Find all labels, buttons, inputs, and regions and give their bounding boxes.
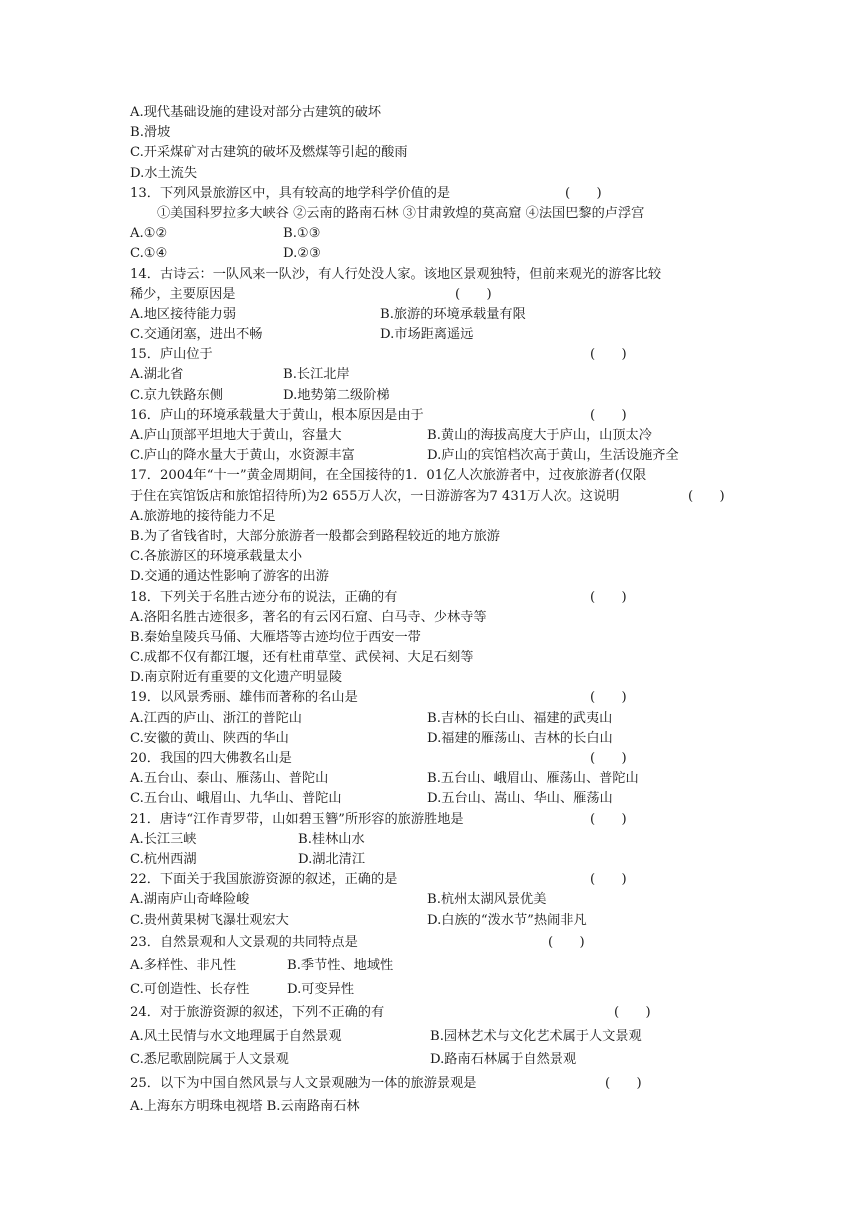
option-c: C.成都不仅有都江堰，还有杜甫草堂、武侯祠、大足石刻等	[130, 650, 474, 666]
option-d: D.市场距离遥远	[380, 327, 474, 343]
option-line	[130, 224, 750, 244]
option-c: C.杭州西湖	[130, 851, 197, 867]
option-a: A.江西的庐山、浙江的普陀山	[130, 710, 302, 726]
answer-bracket: ( )	[590, 751, 627, 766]
option-a: A.风土民情与水文地理属于自然景观	[130, 1028, 342, 1044]
option-line	[130, 608, 750, 628]
question-stem: 14．古诗云：一队风来一队沙，有人行处没人家。该地区景观独特，但前来观光的游客比较	[130, 266, 662, 282]
answer-bracket: ( )	[455, 286, 492, 302]
option-a: A.洛阳名胜古迹很多，著名的有云冈石窟、白马寺、少林寺等	[130, 609, 487, 625]
question-stem: 21．唐诗“江作青罗带，山如碧玉簪”所形容的旅游胜地是	[130, 811, 464, 827]
option-a: A.庐山顶部平坦地大于黄山，容量大	[130, 428, 342, 443]
option-c: C.安徽的黄山、陕西的华山	[130, 730, 289, 746]
option-line	[130, 1025, 750, 1049]
option-d: D.五台山、嵩山、华山、雁荡山	[427, 791, 613, 807]
option-c: C.庐山的降水量大于黄山，水资源丰富	[130, 448, 355, 464]
question-21-stem	[130, 810, 750, 830]
option-line	[130, 244, 750, 264]
question-14-stem-cont	[130, 285, 750, 305]
option-b: B.滑坡	[130, 125, 171, 141]
option-b: B.杭州太湖风景优美	[427, 892, 547, 908]
question-stem: 于住在宾馆饭店和旅馆招待所)为2 655万人次，一日游游客为7 431万人次。这说明	[130, 488, 620, 504]
option-line	[130, 850, 750, 870]
option-c: C.①④	[130, 246, 168, 262]
option-line	[130, 709, 750, 729]
option-line	[130, 1048, 750, 1072]
option-d: D.湖北清江	[298, 851, 366, 867]
question-stem: 15．庐山位于	[130, 347, 213, 363]
option-line	[130, 527, 750, 547]
option-line	[130, 164, 750, 184]
answer-bracket: ( )	[614, 1005, 651, 1021]
option-line	[130, 103, 750, 123]
option-d: D.交通的通达性影响了游客的出游	[130, 569, 329, 585]
option-a: A.湖北省	[130, 367, 184, 383]
answer-bracket: ( )	[590, 347, 627, 363]
option-a: A.长江三峡	[130, 831, 197, 847]
option-line	[130, 446, 750, 466]
question-20-stem	[130, 749, 750, 769]
answer-bracket: ( )	[605, 1075, 642, 1091]
question-stem: 13．下列风景旅游区中，具有较高的地学科学价值的是	[130, 185, 451, 201]
option-line	[130, 1095, 750, 1119]
option-line	[130, 890, 750, 910]
option-c: C.悉尼歌剧院属于人文景观	[130, 1052, 289, 1068]
option-line	[130, 668, 750, 688]
option-c: C.可创造性、长存性	[130, 981, 250, 997]
option-line	[130, 648, 750, 668]
option-line	[130, 789, 750, 809]
option-a: A.①②	[130, 226, 168, 242]
option-d: D.南京附近有重要的文化遗产明显陵	[130, 670, 343, 686]
option-d: D.地势第二级阶梯	[283, 387, 390, 403]
option-line	[130, 507, 750, 527]
option-c: C.各旅游区的环境承载量太小	[130, 549, 303, 565]
option-a: A.多样性、非凡性	[130, 958, 237, 974]
option-line	[130, 769, 750, 789]
question-stem: 稀少，主要原因是	[130, 286, 236, 302]
option-a: A.旅游地的接待能力不足	[130, 508, 276, 524]
option-b: B.园林艺术与文化艺术属于人文景观	[430, 1028, 642, 1044]
option-b: B.黄山的海拔高度大于庐山，山顶太冷	[427, 428, 652, 443]
answer-bracket: ( )	[688, 488, 725, 504]
option-line	[130, 729, 750, 749]
option-b: B.吉林的长白山、福建的武夷山	[427, 710, 613, 726]
option-line	[130, 143, 750, 163]
option-line	[130, 426, 750, 446]
question-stem: 22．下面关于我国旅游资源的叙述，正确的是	[130, 872, 398, 888]
question-stem: 16．庐山的环境承载量大于黄山，根本原因是由于	[130, 407, 424, 423]
option-a: A.湖南庐山奇峰险峻	[130, 892, 250, 908]
option-line	[130, 365, 750, 385]
question-25-stem	[130, 1072, 750, 1096]
question-17-stem-cont	[130, 487, 750, 507]
question-stem: 20．我国的四大佛教名山是	[130, 751, 292, 766]
question-23-stem	[130, 931, 750, 955]
option-line	[130, 911, 750, 931]
option-line	[130, 547, 750, 567]
question-stem: 19．以风景秀丽、雄伟而著称的名山是	[130, 690, 358, 706]
answer-bracket: ( )	[548, 934, 585, 950]
question-13-stem	[130, 184, 750, 204]
option-d: D.可变异性	[287, 981, 355, 997]
question-19-stem	[130, 688, 750, 708]
answer-bracket: ( )	[590, 589, 627, 605]
option-d: D.水土流失	[130, 165, 198, 181]
question-14-stem	[130, 265, 750, 285]
question-stem: 24．对于旅游资源的叙述，下列不正确的有	[130, 1005, 385, 1021]
question-17-stem	[130, 466, 750, 486]
question-22-stem	[130, 870, 750, 890]
option-line	[130, 628, 750, 648]
option-line	[130, 830, 750, 850]
exam-page	[130, 103, 750, 1119]
question-stem: 18．下列关于名胜古迹分布的说法，正确的有	[130, 589, 398, 605]
option-d: D.②③	[283, 246, 321, 262]
answer-bracket: ( )	[590, 690, 627, 706]
option-b: B.五台山、峨眉山、雁荡山、普陀山	[427, 771, 639, 787]
option-b: B.旅游的环境承载量有限	[380, 306, 526, 322]
option-b: B.①③	[283, 226, 321, 242]
option-a: A.地区接待能力弱	[130, 306, 237, 322]
option-c: C.开采煤矿对古建筑的破坏及燃煤等引起的酸雨	[130, 145, 408, 161]
option-a: A.现代基础设施的建设对部分古建筑的破坏	[130, 105, 382, 120]
option-c: C.交通闭塞，进出不畅	[130, 327, 263, 343]
option-c: C.贵州黄果树飞瀑壮观宏大	[130, 912, 289, 928]
option-d: D.庐山的宾馆档次高于黄山，生活设施齐全	[427, 448, 679, 464]
option-b: B.季节性、地域性	[287, 958, 394, 974]
question-18-stem	[130, 588, 750, 608]
question-stem: 17．2004年“十一”黄金周期间，在全国接待的1．01亿人次旅游者中，过夜旅游者(仅限	[130, 468, 647, 484]
option-c: C.五台山、峨眉山、九华山、普陀山	[130, 791, 342, 807]
question-stem: 25．以下为中国自然风景与人文景观融为一体的旅游景观是	[130, 1075, 477, 1091]
option-line	[130, 325, 750, 345]
option-b: B.长江北岸	[283, 367, 350, 383]
option-line	[130, 954, 750, 978]
option-ab: A.上海东方明珠电视塔 B.云南路南石林	[130, 1099, 360, 1115]
option-d: D.白族的“泼水节”热闹非凡	[427, 912, 587, 928]
answer-bracket: ( )	[590, 407, 627, 423]
answer-bracket: ( )	[565, 185, 602, 201]
question-16-stem	[130, 406, 750, 426]
option-line	[130, 123, 750, 143]
option-a: A.五台山、泰山、雁荡山、普陀山	[130, 771, 329, 787]
answer-bracket: ( )	[590, 872, 627, 888]
option-b: B.秦始皇陵兵马俑、大雁塔等古迹均位于西安一带	[130, 629, 421, 645]
option-d: D.福建的雁荡山、吉林的长白山	[427, 730, 613, 746]
option-line	[130, 567, 750, 587]
question-13-items	[130, 204, 750, 224]
question-24-stem	[130, 1001, 750, 1025]
question-stem: 23．自然景观和人文景观的共同特点是	[130, 934, 358, 950]
option-line	[130, 386, 750, 406]
question-items: ①美国科罗拉多大峡谷 ②云南的路南石林 ③甘肃敦煌的莫高窟 ④法国巴黎的卢浮宫	[157, 205, 645, 221]
option-b: B.桂林山水	[298, 831, 365, 847]
answer-bracket: ( )	[590, 811, 627, 827]
option-b: B.为了省钱省时，大部分旅游者一般都会到路程较近的地方旅游	[130, 528, 500, 544]
question-15-stem	[130, 345, 750, 365]
option-line	[130, 305, 750, 325]
option-line	[130, 978, 750, 1002]
option-d: D.路南石林属于自然景观	[430, 1052, 577, 1068]
option-c: C.京九铁路东侧	[130, 387, 223, 403]
